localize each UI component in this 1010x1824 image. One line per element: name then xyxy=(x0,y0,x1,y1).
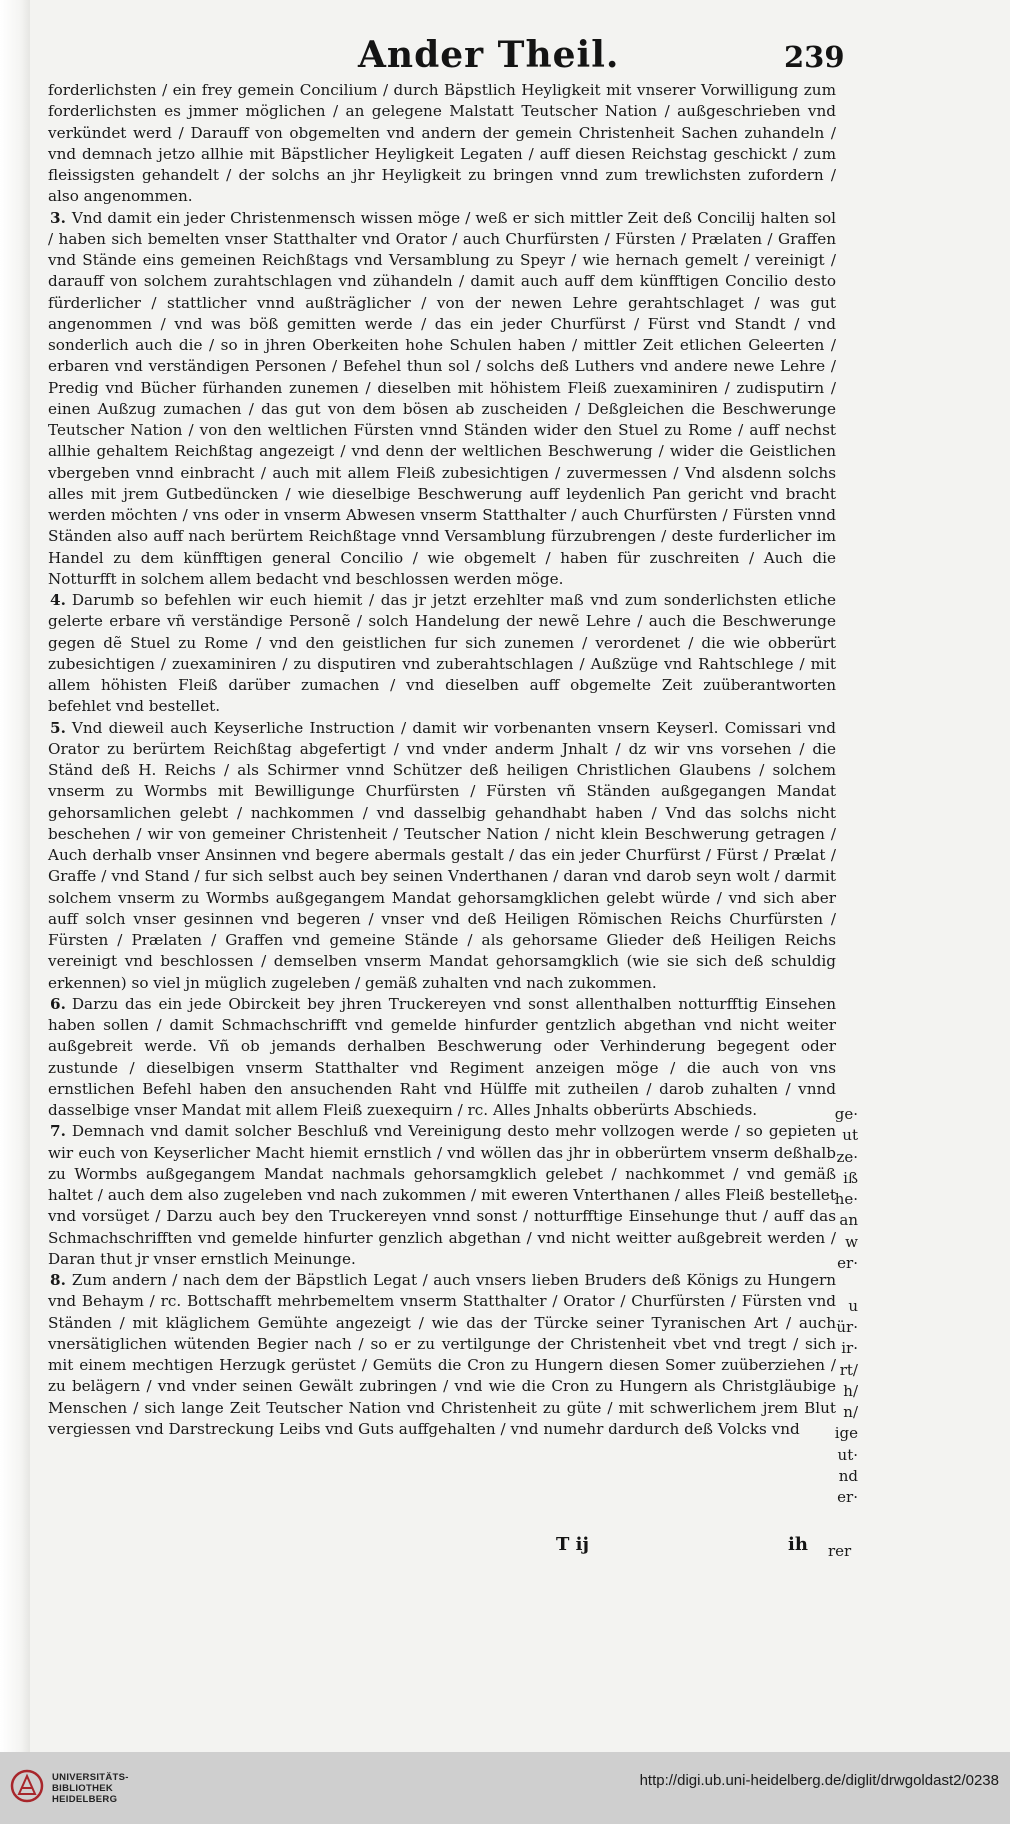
margin-fragment: u xyxy=(848,1296,858,1315)
folio-number: 239 xyxy=(784,40,845,74)
margin-fragment: ze· xyxy=(836,1147,858,1166)
paragraph-4 xyxy=(48,590,836,718)
page-footer xyxy=(48,1534,836,1558)
paragraph-number: 7. xyxy=(50,1122,66,1141)
paragraph-text: Darzu das ein jede Obirckeit bey jhren Truckereyen vnd sonst allenthalben notturfftig Einsehen haben sollen / damit Schmachschrifft vnd gemelde hinfurder gentzlich abgethan vnd nicht weiter außgebreit werde. Vñ ob jemands derhalben Beschwerung oder Verhinderung begegent oder zustunde / dieselbigen vnserm Statthalter vnd Regiment anzeigen möge / die auch von vns ernstlichen Befehl haben den ansuchenden Raht vnd Hülffe mit zutheilen / darob zuhalten / vnnd dasselbige vnser Mandat mit allem Fleiß zuexequirn / rc. Alles Jnhalts obberürts Abschieds. xyxy=(48,994,836,1119)
paragraph-number: 6. xyxy=(50,994,66,1013)
margin-fragment: nd xyxy=(838,1467,858,1486)
library-name xyxy=(52,1772,129,1805)
running-head xyxy=(0,30,1010,80)
paragraph-8 xyxy=(48,1270,836,1440)
margin-fragment: h/ xyxy=(843,1381,858,1400)
library-name-line: HEIDELBERG xyxy=(52,1794,118,1805)
margin-fragment: rt/ xyxy=(839,1360,858,1379)
footer-cut-word: rer xyxy=(828,1542,852,1560)
paragraph-5 xyxy=(48,718,836,994)
page-edge-shadow xyxy=(0,0,30,1752)
permalink-url[interactable]: http://digi.ub.uni-heidelberg.de/diglit/drwgoldast2/0238 xyxy=(639,1772,999,1789)
seal-icon xyxy=(10,1766,44,1806)
library-name-line: UNIVERSITÄTS- xyxy=(52,1772,129,1783)
paragraph-continued xyxy=(48,80,836,208)
margin-fragment: ige xyxy=(834,1424,858,1443)
paragraph-number: 5. xyxy=(50,718,66,737)
margin-fragment xyxy=(822,1274,858,1295)
margin-fragment: ir· xyxy=(841,1339,858,1358)
signature-mark: T ij xyxy=(556,1534,590,1555)
paragraph-text: Zum andern / nach dem der Bäpstlich Legat / auch vnsers lieben Bruders deß Königs zu Hungern vnd Behaym / rc. Bottschafft mehrbemeltem vnserm Statthalter / Orator / Churfürsten / Fürsten vnd Ständen / mit kläglichem Gemühte angezeigt / wie das der Türcke seiner Tyranischen Art / auch vnersätiglichen wütenden Begier nach / so er zu vertilgunge der Christenheit vbet vnd tregt / sich mit einem mechtigen Herzugk gerüstet / Gemüts die Cron zu Hungern diesen Somer zuüberziehen / zu belägern / vnd vnder seinen Gewält zubringen / vnd wie die Cron zu Hungern als Christgläubige Menschen / sich lange Zeit Teutscher Nation vnd Christenheit zu güte / mit schwerlichem jrem Blut vergiessen vnd Darstreckung Leibs vnd Guts auffgehalten / vnd numehr dardurch deß Volcks vnd xyxy=(48,1271,836,1438)
paragraph-number: 8. xyxy=(50,1271,66,1289)
paragraph-text: Vnd damit ein jeder Christenmensch wissen möge / weß er sich mittler Zeit deß Concilij halten sol / haben sich bemelten vnser Statthalter vnd Orator / auch Churfürsten / Fürsten / Prælaten / Graffen vnd Stände eins gemeinen Reichßtags vnd Versamblung zu Speyr / wie hernach gemelt / vereinigt / darauff von solchem zurahtschlagen vnd zühandeln / damit auch auff dem künfftigen Concilio desto fürderlicher / stattlicher vnnd außträglicher / von der newen Lehre gerahtschlaget / was gut angenommen / vnd was böß gemitten werde / das ein jeder Churfürst / Fürst vnd Standt / vnd sonderlich auch die / so in jhren Oberkeiten hohe Schulen haben / mittler Zeit etlichen Geleerten / erbaren vnd verständigen Personen / Befehel thun sol / solchs deß Luthers vnd andere newe Lehre / Predig vnd Bücher fürhanden zunemen / dieselben mit höhistem Fleiß zuexaminiren / zudisputirn / einen Außzug zumachen / das gut von dem bösen ab zuscheiden / Deßgleichen die Beschwerunge Teutscher Nation / von den weltlichen Fürsten vnnd Ständen wider den Stuel zu Rome / auff nechst allhie gehaltem Reichßtag angezeigt / vnd denn der weltlichen Beschwerung / wider die Geistlichen vbergeben vnnd einbracht / auch mit allem Fleiß zubesichtigen / zuvermessen / Vnd alsdenn solchs alles mit jrem Gutbedüncken / wie dieselbige Beschwerung auff leydenlich Pan gericht vnd bracht werden möchten / vns oder in vnserm Abwesen vnserm Statthalter / auch Churfürsten / Fürsten vnnd Ständen also auff nach berürtem Reichßtage vnnd Versamblung fürzubrengen / deste furderlicher im Handel zu dem künfftigen general Concilio / wie obgemelt / haben für zuschreiten / Auch die Notturfft in solchem allem bedacht vnd beschlossen werden möge. xyxy=(48,208,836,588)
library-logo[interactable] xyxy=(10,1762,136,1814)
margin-fragment: w xyxy=(845,1232,858,1251)
margin-fragment: ür· xyxy=(836,1317,858,1336)
catchword: ih xyxy=(788,1534,808,1555)
body-text xyxy=(48,80,836,1440)
paragraph-number: 4. xyxy=(50,591,66,609)
margin-fragment: iß xyxy=(843,1168,858,1187)
cropped-margin-fragments xyxy=(822,1104,858,1509)
margin-fragment: ut xyxy=(842,1126,858,1145)
margin-fragment: ge· xyxy=(834,1105,858,1123)
paragraph-text: Vnd dieweil auch Keyserliche Instruction / damit wir vorbenanten vnsern Keyserl. Comissari vnd Orator zu berürtem Reichßtag abgefertigt / vnd vnder anderm Jnhalt / dz wir vns vorsehen / die Ständ deß H. Reichs / als Schirmer vnnd Schützer deß heiligen Christlichen Glaubens / solchem vnserm zu Wormbs mit Bewilligunge Churfürsten / Fürsten vñ Ständen außgegangen Mandat gehorsamlichen gelebt / nachkommen / vnd dasselbig gehandhabt haben / Vnd das solchs nicht beschehen / wir von gemeiner Christenheit / Teutscher Nation / nicht klein Beschwerung getragen / Auch derhalb vnser Ansinnen vnd begere abermals gestalt / das ein jeder Churfürst / Fürst / Prælat / Graffe / vnd Stand / fur sich selbst auch bey seinen Vnderthanen / daran vnd darob seyn wolt / darmit solchem vnserm zu Wormbs außgegangem Mandat gehorsamgklichen gelebt würde / vnd sich aber auff solch vnser gesinnen vnd begeren / vnser vnd deß Heiligen Römischen Reichs Churfürsten / Fürsten / Prælaten / Graffen vnd gemeine Stände / als gehorsame Glieder deß Heiligen Reichs vereinigt vnd beschlossen / demselben vnserm Mandat gehorsamgklich (wie sie sich deß schuldig erkennen) so viel jn müglich zugeleben / gemäß zuhalten vnd nach zukommen. xyxy=(48,718,836,992)
margin-fragment: ut· xyxy=(837,1445,858,1464)
running-title: Ander Theil. xyxy=(358,34,620,76)
paragraph-7 xyxy=(48,1121,836,1270)
library-banner xyxy=(0,1752,1010,1824)
margin-fragment: er· xyxy=(837,1488,858,1507)
library-name-line: BIBLIOTHEK xyxy=(52,1783,114,1794)
paragraph-text: forderlichsten / ein frey gemein Concilium / durch Bäpstlich Heyligkeit mit vnserer Vorwilligung zum forderlichsten es jmmer möglichen / an gelegene Malstatt Teutscher Nation / außgeschrieben vnd verkündet werd / Darauff von obgemelten vnd andern der gemein Christenheit Sachen zuhandeln / vnd demnach jetzo allhie mit Bäpstlicher Heyligkeit Legaten / auff diesen Reichstag geschickt / zum fleissigsten gehandelt / der solchs an jhr Heyligkeit zu bringen vnnd zum trewlichsten zufordern / also angenommen. xyxy=(48,81,836,206)
margin-fragment: he· xyxy=(834,1190,858,1209)
margin-fragment: n/ xyxy=(843,1403,858,1422)
paragraph-6 xyxy=(48,994,836,1122)
margin-fragment: er· xyxy=(837,1254,858,1273)
paragraph-text: Demnach vnd damit solcher Beschluß vnd Vereinigung desto mehr vollzogen werde / so gepieten wir euch von Keyserlicher Macht hiemit ernstlich / vnd wöllen das jhr in obberürtem vnserm deßhalb zu Wormbs außgegangem Mandat nachmals gehorsamgklich gelebet / nachkommet / vnd gemäß haltet / auch dem also zugeleben vnd nach zukommen / mit eweren Vnterthanen / alles Fleiß bestellet vnd vorsüget / Darzu auch bey den Truckereyen vnnd sonst / notturfftige Einsehunge thut / auff das Schmachschrifften vnd gemelde hinfurter genzlich abgethan / vnd nicht weitter außgebreit werden / Daran thut jr vnser ernstlich Meinunge. xyxy=(48,1122,836,1268)
paragraph-3 xyxy=(48,208,836,591)
paragraph-number: 3. xyxy=(50,208,66,227)
paragraph-text: Darumb so befehlen wir euch hiemit / das jr jetzt erzehlter maß vnd zum sonderlichsten etliche gelerte erbare vñ verständige Personẽ / solch Handelung der newẽ Lehre / auch die Beschwerunge gegen dẽ Stuel zu Rome / vnd den geistlichen fur sich zunemen / verordenet / die wie obberürt zubesichtigen / zuexaminiren / zu disputiren vnd zuberahtschlagen / Außzüge vnd Rahtschlege / mit allem höhisten Fleiß darüber zumachen / vnd dieselben auff obgemelte Zeit zuüberantworten befehlet vnd bestellet. xyxy=(48,591,836,716)
margin-fragment: an xyxy=(839,1211,858,1230)
